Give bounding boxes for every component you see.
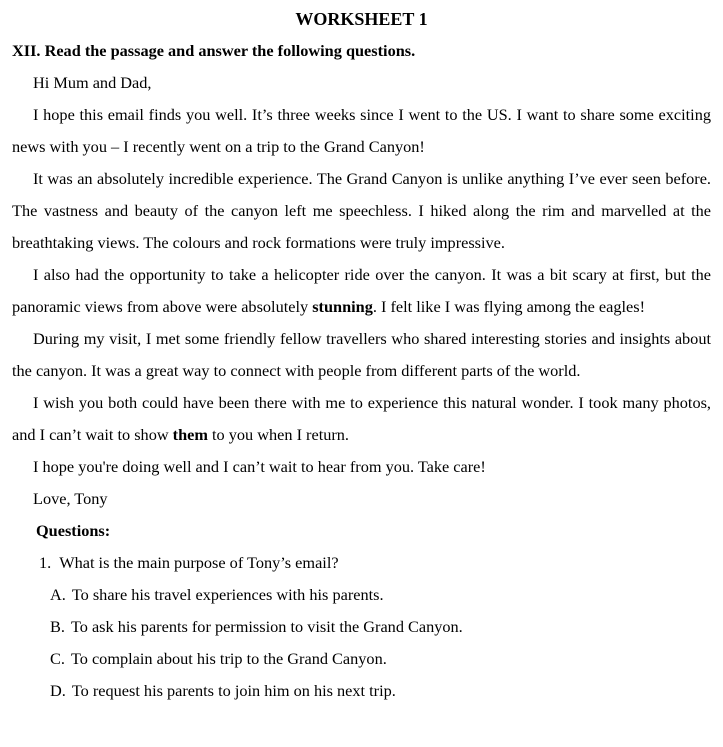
passage-paragraph	[12, 387, 711, 451]
worksheet-title: WORKSHEET 1	[295, 9, 428, 29]
option-text: To share his travel experiences with his parents.	[71, 585, 384, 604]
passage-text-segment: During my visit, I met some friendly fellow travellers who shared interesting stories and insights about the canyon. It was a great way to connect with people from different parts of the world.	[12, 329, 711, 380]
question-number: 1.	[39, 553, 52, 572]
passage-paragraph	[12, 483, 711, 515]
question-text: What is the main purpose of Tony’s email?	[59, 553, 339, 572]
section-heading: XII. Read the passage and answer the following questions.	[12, 41, 416, 60]
passage-paragraph	[12, 259, 711, 323]
option-label: A.	[50, 585, 66, 604]
question-1-option-d	[12, 675, 711, 707]
passage-text-segment: Hi Mum and Dad,	[33, 73, 152, 92]
passage-paragraph	[12, 99, 711, 163]
passage-text-segment: . I felt like I was flying among the eagles!	[372, 297, 646, 316]
question-1	[12, 547, 711, 707]
question-1-option-c	[12, 643, 711, 675]
passage-text-segment: It was an absolutely incredible experience. The Grand Canyon is unlike anything I’ve ever seen before. The vastness and beauty of the canyon left me speechless. I hiked along the rim and marvelled at the breathtaking views. The colours and rock formations were truly impressive.	[12, 169, 711, 252]
question-1-option-a	[12, 579, 711, 611]
bold-word: stunning	[312, 297, 373, 316]
passage-paragraph	[12, 163, 711, 259]
passage-text-segment: I hope this email finds you well. It’s three weeks since I went to the US. I want to share some exciting news with you – I recently went on a trip to the Grand Canyon!	[12, 105, 711, 156]
passage-paragraph	[12, 323, 711, 387]
passage-text-segment: I wish you both could have been there with me to experience this natural wonder. I took many photos, and I can’t wait to show	[12, 393, 711, 444]
option-label: C.	[50, 649, 65, 668]
bold-word: them	[172, 425, 208, 444]
passage-text-segment: I also had the opportunity to take a helicopter ride over the canyon. It was a bit scary at first, but the panoramic views from above were absolutely	[12, 265, 711, 316]
option-text: To request his parents to join him on his next trip.	[71, 681, 396, 700]
passage-paragraph	[12, 67, 711, 99]
passage-text-segment: I hope you're doing well and I can’t wait to hear from you. Take care!	[33, 457, 486, 476]
option-label: B.	[50, 617, 65, 636]
question-1-option-b	[12, 611, 711, 643]
passage-text-segment: to you when I return.	[207, 425, 350, 444]
option-text: To complain about his trip to the Grand Canyon.	[70, 649, 387, 668]
passage-text-segment: Love, Tony	[33, 489, 108, 508]
questions-heading: Questions:	[36, 521, 111, 540]
question-line	[12, 547, 711, 579]
option-label: D.	[50, 681, 66, 700]
passage-paragraph	[12, 451, 711, 483]
option-text: To ask his parents for permission to visit the Grand Canyon.	[70, 617, 463, 636]
passage	[12, 67, 711, 515]
